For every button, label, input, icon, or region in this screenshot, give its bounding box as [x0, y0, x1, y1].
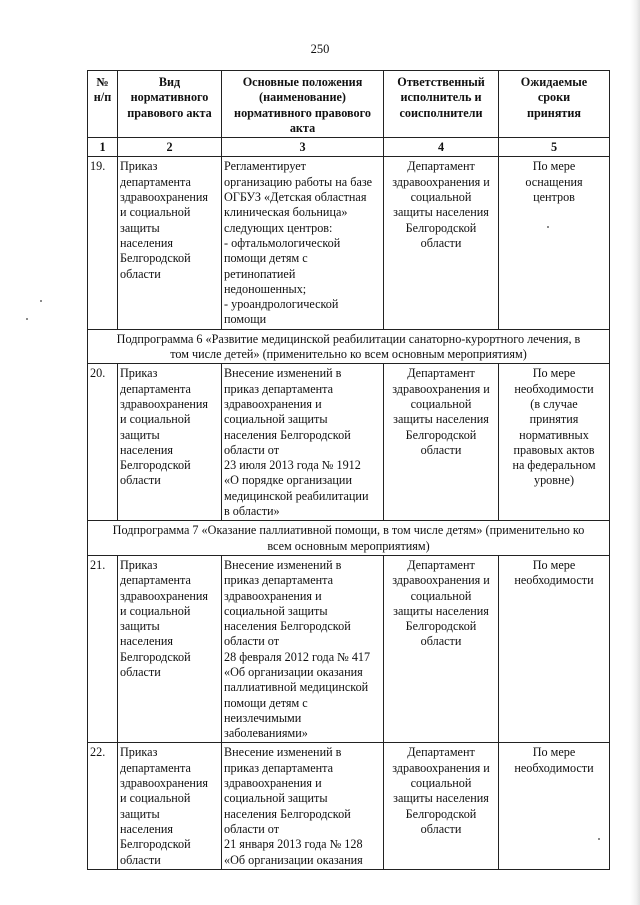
row-number: 21. [88, 555, 118, 743]
subprogram-heading-row [88, 329, 610, 364]
act-content: Внесение изменений в приказ департамента здравоохранения и социальной защиты населения Белгородской области от 21 января 2013 года № 128 «Об организации оказания [222, 743, 384, 869]
act-type: Приказ департамента здравоохранения и социальной защиты населения Белгородской области [118, 555, 222, 743]
column-number: 5 [499, 138, 610, 157]
scan-speck [598, 838, 600, 840]
act-terms: По мере оснащения центров [499, 157, 610, 329]
scan-speck [26, 318, 28, 320]
header-number: № н/п [88, 71, 118, 138]
column-number: 4 [384, 138, 499, 157]
row-number: 20. [88, 364, 118, 521]
subprogram-heading-row [88, 521, 610, 556]
act-terms: По мере необходимости (в случае принятия нормативных правовых актов на федеральном уровне) [499, 364, 610, 521]
subprogram-7-heading: Подпрограмма 7 «Оказание паллиативной помощи, в том числе детям» (применительно ко всем основным мероприятиям) [88, 521, 610, 556]
subprogram-6-heading: Подпрограмма 6 «Развитие медицинской реабилитации санаторно-курортного лечения, в том числе детей» (применительно ко всем основным мероприятиям) [88, 329, 610, 364]
act-executor: Департамент здравоохранения и социальной защиты населения Белгородской области [384, 555, 499, 743]
act-terms: По мере необходимости [499, 743, 610, 869]
header-main-provisions: Основные положения (наименование) нормативного правового акта [222, 71, 384, 138]
act-content: Внесение изменений в приказ департамента здравоохранения и социальной защиты населения Белгородской области от 28 февраля 2012 года № 417 «Об организации оказания паллиативной медицинской помощи детям с неизлечимыми заболеваниями» [222, 555, 384, 743]
table-header-row [88, 71, 610, 138]
act-executor: Департамент здравоохранения и социальной защиты населения Белгородской области [384, 743, 499, 869]
header-act-type: Вид нормативного правового акта [118, 71, 222, 138]
act-content: Внесение изменений в приказ департамента здравоохранения и социальной защиты населения Белгородской области от 23 июля 2013 года № 1912 «О порядке организации медицинской реабилитации в области» [222, 364, 384, 521]
table-row [88, 157, 610, 329]
act-executor: Департамент здравоохранения и социальной защиты населения Белгородской области [384, 157, 499, 329]
act-type: Приказ департамента здравоохранения и социальной защиты населения Белгородской области [118, 364, 222, 521]
column-number: 3 [222, 138, 384, 157]
act-executor: Департамент здравоохранения и социальной защиты населения Белгородской области [384, 364, 499, 521]
header-expected-terms: Ожидаемые сроки принятия [499, 71, 610, 138]
scan-speck [40, 300, 42, 302]
table-row [88, 743, 610, 869]
act-terms: По мере необходимости [499, 555, 610, 743]
act-type: Приказ департамента здравоохранения и социальной защиты населения Белгородской области [118, 743, 222, 869]
row-number: 22. [88, 743, 118, 869]
row-number: 19. [88, 157, 118, 329]
scan-edge-shadow [630, 0, 640, 905]
table-row [88, 555, 610, 743]
legal-acts-table [87, 70, 610, 870]
act-type: Приказ департамента здравоохранения и социальной защиты населения Белгородской области [118, 157, 222, 329]
table-row [88, 364, 610, 521]
scan-speck [547, 226, 549, 228]
page-number: 250 [310, 42, 330, 56]
header-executor: Ответственный исполнитель и соисполнители [384, 71, 499, 138]
column-number-row [88, 138, 610, 157]
column-number: 2 [118, 138, 222, 157]
column-number: 1 [88, 138, 118, 157]
act-content: Регламентирует организацию работы на базе ОГБУЗ «Детская областная клиническая больница» следующих центров: - офтальмологической помощи детям с ретинопатией недоношенных; - уроандрологической помощи [222, 157, 384, 329]
